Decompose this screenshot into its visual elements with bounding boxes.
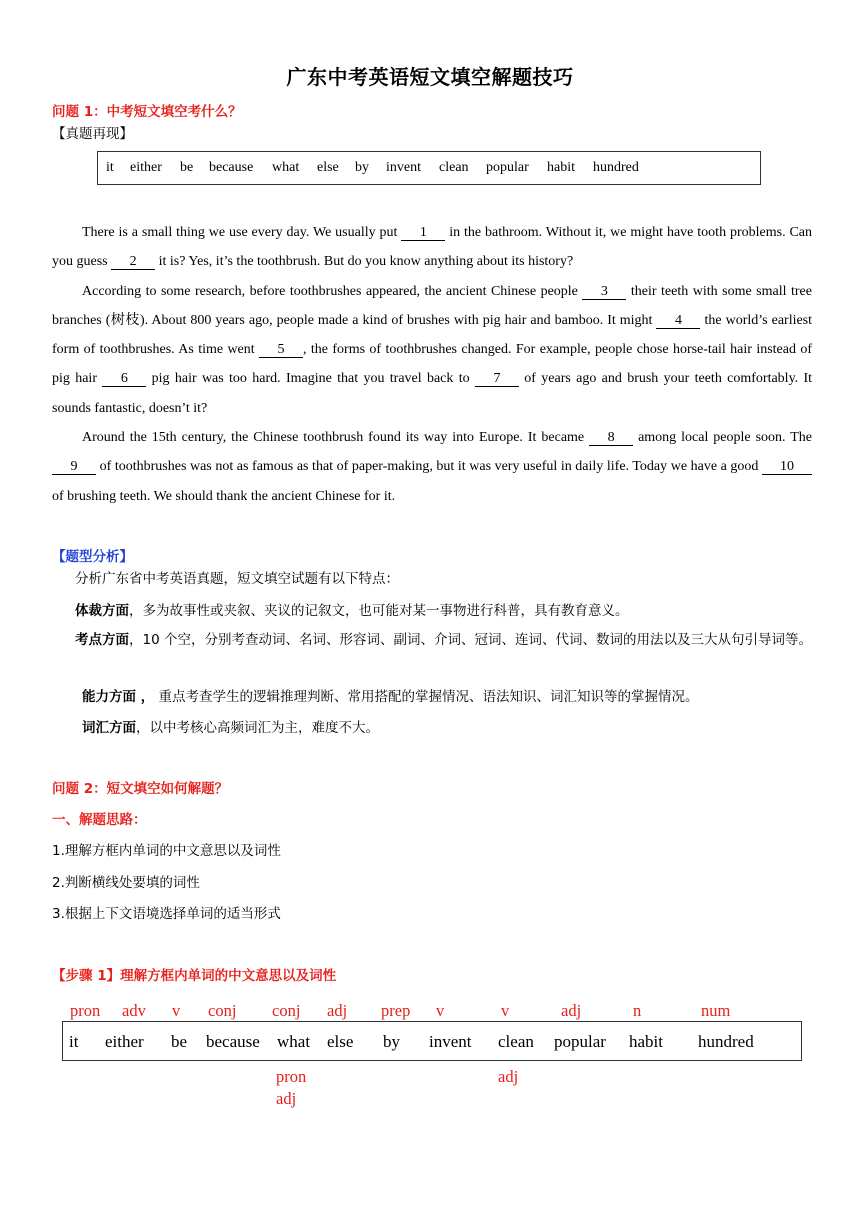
word-bank-box: [97, 151, 761, 185]
pos-label-what-1: pron: [276, 1067, 307, 1086]
blank-2: 2: [111, 255, 155, 270]
analysis-points: 考点方面，10 个空，分别考查动词、名词、形容词、副词、介词、冠词、连词、代词、数词的用法以及三大从句引导词等。: [75, 632, 812, 648]
word-bank-item: popular: [554, 1032, 606, 1051]
word-bank-item: else: [327, 1032, 354, 1051]
question-1-heading: 问题 1：中考短文填空考什么？: [52, 104, 242, 120]
pos-label: conj: [272, 1001, 301, 1020]
word-bank-item: habit: [547, 160, 575, 175]
analysis-genre: 体裁方面，多为故事性或夹叙、夹议的记叙文，也可能对某一事物进行科普，具有教育意义。: [75, 603, 629, 619]
pos-label-clean: adj: [498, 1067, 519, 1086]
pos-label-what-2: adj: [276, 1089, 297, 1108]
word-bank-item: invent: [386, 160, 421, 175]
word-bank-item: by: [355, 160, 369, 175]
word-bank-item: what: [277, 1032, 311, 1051]
real-question-label: 【真题再现】: [52, 126, 133, 142]
word-bank-item: by: [383, 1032, 400, 1051]
passage-paragraph: Around the 15th century, the Chinese toothbrush found its way into Europe. It became 8 among local people soon. The 9 of toothbrushes was not as famous as that of paper-making, but it was very useful in daily life. Today we have a good 10 of brushing teeth. We should thank the ancient Chinese for it.: [52, 430, 813, 504]
blank-9: 9: [52, 460, 96, 475]
word-bank-item: hundred: [698, 1032, 754, 1051]
approach-step-3: 3.根据上下文语境选择单词的适当形式: [52, 906, 281, 922]
blank-4: 4: [656, 314, 700, 329]
word-bank-item: invent: [429, 1032, 472, 1051]
word-bank-item: because: [206, 1032, 260, 1051]
analysis-ability: 能力方面 ， 重点考查学生的逻辑推理判断、常用搭配的掌握情况、语法知识、词汇知识等的掌握情况。: [82, 689, 699, 705]
approach-step-1: 1.理解方框内单词的中文意思以及词性: [52, 843, 281, 859]
word-bank-item: be: [180, 160, 194, 175]
word-bank-item: clean: [439, 160, 469, 175]
word-bank-item: habit: [629, 1032, 663, 1051]
word-bank-item: hundred: [593, 160, 639, 175]
pos-label: v: [172, 1001, 181, 1020]
pos-label: v: [501, 1001, 510, 1020]
approach-step-2: 2.判断横线处要填的词性: [52, 875, 200, 891]
blank-6: 6: [102, 372, 146, 387]
analysis-heading: 【题型分析】: [52, 549, 133, 565]
word-bank-item: be: [171, 1032, 188, 1051]
pos-label: num: [701, 1001, 731, 1020]
word-bank-item: it: [69, 1032, 79, 1051]
pos-label: adj: [561, 1001, 582, 1020]
page-title: 广东中考英语短文填空解题技巧: [286, 65, 574, 89]
pos-top-row: [0, 1001, 860, 1023]
word-bank-item: either: [130, 160, 162, 175]
word-bank-box-annotated: [62, 1021, 802, 1061]
pos-label: prep: [381, 1001, 411, 1020]
blank-3: 3: [582, 285, 626, 300]
blank-10: 10: [762, 460, 812, 475]
word-bank-item: either: [105, 1032, 144, 1051]
passage-paragraph: There is a small thing we use every day. We usually put 1 in the bathroom. Without it, we might have tooth problems. Can you guess 2 it is? Yes, it’s the toothbrush. But do you know anything about its history?: [52, 225, 813, 270]
word-bank-item: popular: [486, 160, 529, 175]
cloze-passage: [52, 218, 812, 511]
passage-paragraph: According to some research, before toothbrushes appeared, the ancient Chinese people 3 their teeth with some small tree branches (树枝). About 800 years ago, people made a kind of brushes with pig hair and bamboo. It might 4 the world’s earliest form of toothbrushes. As time went 5 , the forms of toothbrushes changed. For example, people chose horse-tail hair instead of pig hair 6 pig hair was too hard. Imagine that you travel back to 7 of years ago and brush your teeth comfortably. It sounds fantastic, doesn’t it?: [52, 283, 813, 416]
analysis-intro: 分析广东省中考英语真题，短文填空试题有以下特点：: [75, 571, 399, 587]
pos-label: pron: [70, 1001, 101, 1020]
word-bank-item: clean: [498, 1032, 534, 1051]
question-2-heading: 问题 2：短文填空如何解题？: [52, 781, 229, 797]
pos-label: n: [633, 1001, 642, 1020]
blank-8: 8: [589, 431, 633, 446]
pos-label: v: [436, 1001, 445, 1020]
blank-5: 5: [259, 343, 303, 358]
blank-7: 7: [475, 372, 519, 387]
pos-label: adj: [327, 1001, 348, 1020]
word-bank-item: because: [209, 160, 254, 175]
step-1-heading: 【步骤 1】理解方框内单词的中文意思以及词性: [52, 968, 337, 984]
blank-1: 1: [401, 226, 445, 241]
solution-approach-heading: 一、解题思路：: [52, 812, 147, 828]
pos-label: conj: [208, 1001, 237, 1020]
word-bank-item: it: [106, 160, 114, 175]
word-bank-item: what: [272, 160, 300, 175]
analysis-vocabulary: 词汇方面，以中考核心高频词汇为主，难度不大。: [82, 720, 379, 736]
word-bank-item: else: [317, 160, 339, 175]
pos-label: adv: [122, 1001, 146, 1020]
